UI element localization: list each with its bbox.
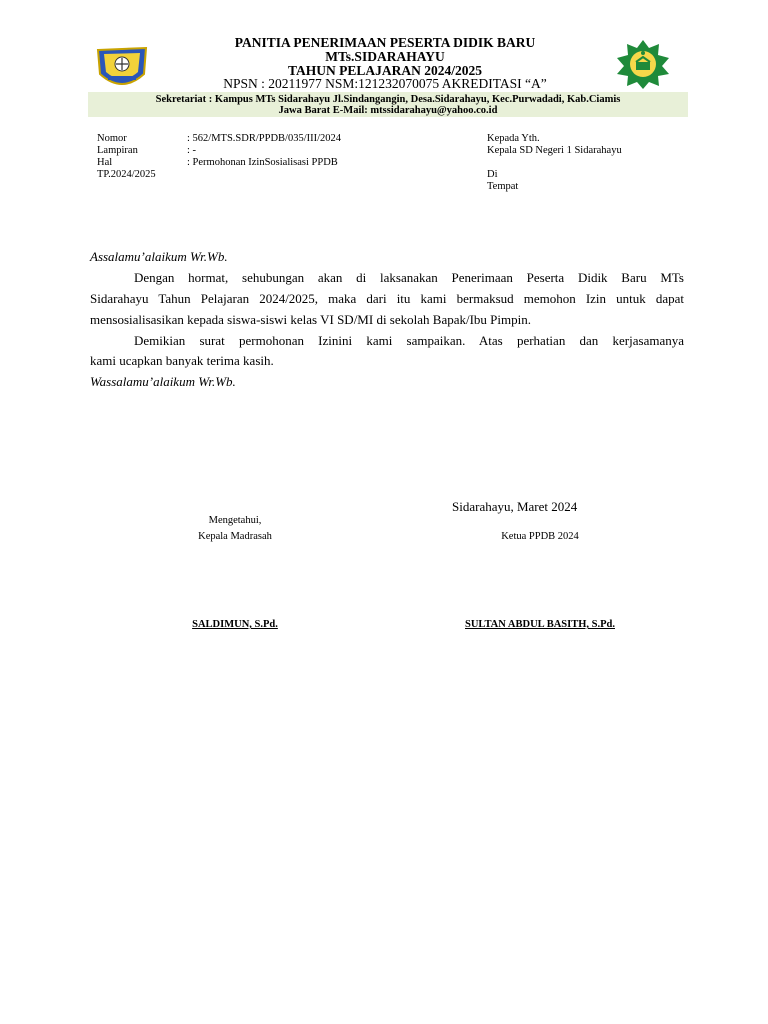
hal-continuation: TP.2024/2025 [97, 169, 156, 180]
header-registration-numbers: NPSN : 20211977 NSM:121232070075 AKREDITASI “A” [223, 76, 547, 91]
paragraph-2-line-2: kami ucapkan banyak terima kasih. [90, 353, 274, 368]
header-academic-year: TAHUN PELAJARAN 2024/2025 [287, 63, 482, 78]
left-signature-label-2: Kepala Madrasah [198, 531, 272, 542]
paragraph-1-line-1: Dengan hormat, sehubungan akan di laksanakan Penerimaan Peserta Didik Baru MTs [134, 270, 684, 285]
nomor-value: : 562/MTS.SDR/PPDB/035/III/2024 [187, 133, 342, 144]
lampiran-value: : - [187, 145, 197, 156]
paragraph-2-line-1: Demikian surat permohonan Izinini kami sampaikan. Atas perhatian dan kerjasamanya [134, 333, 684, 348]
recipient-di: Di [487, 169, 498, 180]
header-committee-title: PANITIA PENERIMAAN PESERTA DIDIK BARU [234, 35, 536, 50]
right-signature-label: Ketua PPDB 2024 [501, 531, 579, 542]
right-signatory-name: SULTAN ABDUL BASITH, S.Pd. [465, 619, 615, 630]
regency-emblem-logo [94, 44, 150, 92]
hal-label: Hal [97, 157, 113, 168]
greeting: Assalamu’alaikum Wr.Wb. [90, 249, 228, 264]
recipient-salutation: Kepada Yth. [487, 133, 540, 144]
left-signatory-name: SALDIMUN, S.Pd. [192, 619, 278, 630]
recipient-place: Tempat [487, 181, 519, 192]
place-date: Sidarahayu, Maret 2024 [452, 499, 578, 514]
header-school-name: MTs.SIDARAHAYU [325, 49, 445, 64]
hal-value: : Permohonan IzinSosialisasi PPDB [187, 157, 338, 168]
nomor-label: Nomor [97, 133, 127, 144]
recipient-name: Kepala SD Negeri 1 Sidarahayu [487, 145, 622, 156]
ministry-emblem-logo [612, 38, 674, 90]
address-line-1: Sekretariat : Kampus MTs Sidarahayu Jl.Sindangangin, Desa.Sidarahayu, Kec.Purwadadi, Kab.Ciamis [155, 94, 621, 105]
left-signature-label-1: Mengetahui, [208, 515, 262, 526]
paragraph-1-line-3: mensosialisasikan kepada siswa-siswi kelas VI SD/MI di sekolah Bapak/Ibu Pimpin. [90, 312, 531, 327]
closing: Wassalamu’alaikum Wr.Wb. [90, 374, 236, 389]
paragraph-1-line-2: Sidarahayu Tahun Pelajaran 2024/2025, maka dari itu kami bermaksud memohon Izin untuk dapat [90, 291, 684, 306]
address-line-2: Jawa Barat E-Mail: mtssidarahayu@yahoo.co.id [278, 105, 498, 116]
lampiran-label: Lampiran [97, 145, 138, 156]
